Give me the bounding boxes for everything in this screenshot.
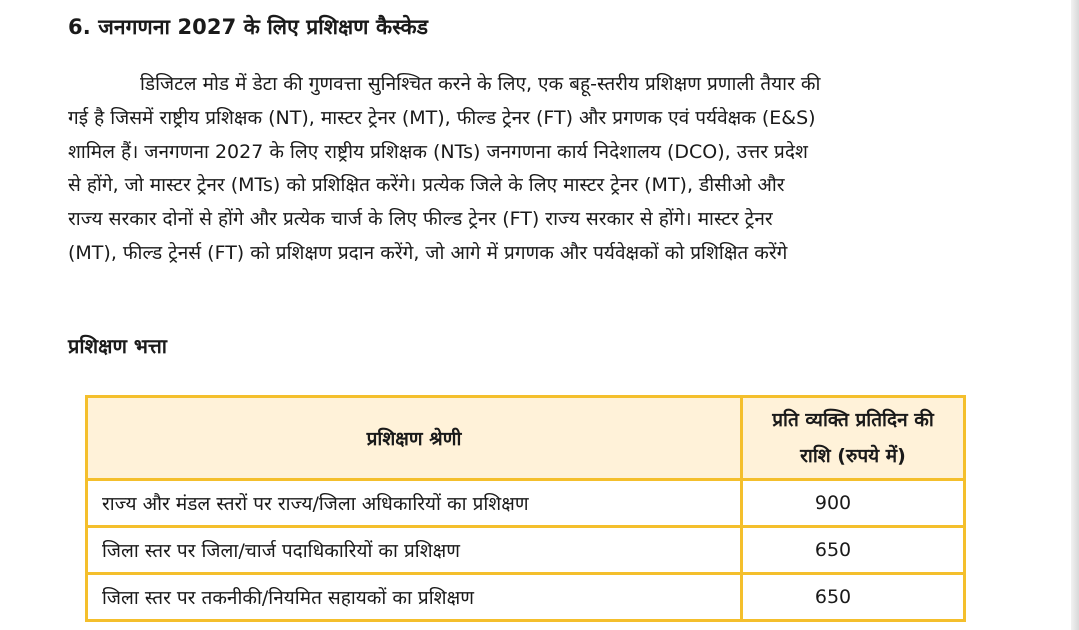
paragraph-line: राज्य सरकार दोनों से होंगे और प्रत्येक चार्ज के लिए फील्ड ट्रेनर (FT) राज्य सरकार से होंगे। मास्टर ट्रेनर (68, 208, 773, 231)
row-amount: 900 (742, 480, 965, 527)
section-heading: 6. जनगणना 2027 के लिए प्रशिक्षण कैस्केड (68, 15, 429, 39)
table-header (87, 397, 965, 480)
header-amount-line2: राशि (रुपये में) (800, 445, 906, 467)
row-amount: 650 (742, 574, 965, 621)
table-body (87, 480, 965, 621)
training-allowance-table (85, 395, 966, 622)
paragraph-line: शामिल हैं। जनगणना 2027 के लिए राष्ट्रीय प्रशिक्षक (NTs) जनगणना कार्य निदेशालय (DCO), उत्तर प्रदेश (68, 140, 808, 163)
section-paragraph (68, 68, 946, 271)
table-row (87, 480, 965, 527)
paragraph-line: से होंगे, जो मास्टर ट्रेनर (MTs) को प्रशिक्षित करेंगे। प्रत्येक जिले के लिए मास्टर ट्रेनर (MT), डीसीओ और (68, 174, 785, 197)
table-row (87, 574, 965, 621)
table-header-row (87, 397, 965, 480)
paragraph-line: गई है जिसमें राष्ट्रीय प्रशिक्षक (NT), मास्टर ट्रेनर (MT), फील्ड ट्रेनर (FT) और प्रगणक एवं पर्यवेक्षक (E&S) (68, 106, 816, 129)
row-category: राज्य और मंडल स्तरों पर राज्य/जिला अधिकारियों का प्रशिक्षण (87, 480, 742, 527)
header-amount (742, 397, 965, 480)
page-edge-shadow (1071, 0, 1079, 630)
header-amount-line1: प्रति व्यक्ति प्रतिदिन की (772, 409, 934, 431)
paragraph-line: डिजिटल मोड में डेटा की गुणवत्ता सुनिश्चित करने के लिए, एक बहू-स्तरीय प्रशिक्षण प्रणाली तैयार की (140, 73, 821, 95)
row-category: जिला स्तर पर जिला/चार्ज पदाधिकारियों का प्रशिक्षण (87, 527, 742, 574)
row-amount: 650 (742, 527, 965, 574)
allowance-subheading: प्रशिक्षण भत्ता (68, 334, 167, 358)
header-training-category: प्रशिक्षण श्रेणी (87, 397, 742, 480)
paragraph-line: (MT), फील्ड ट्रेनर्स (FT) को प्रशिक्षण प्रदान करेंगे, जो आगे में प्रगणक और पर्यवेक्षकों को प्रशिक्षित करेंगे (68, 241, 788, 264)
table-row (87, 527, 965, 574)
row-category: जिला स्तर पर तकनीकी/नियमित सहायकों का प्रशिक्षण (87, 574, 742, 621)
